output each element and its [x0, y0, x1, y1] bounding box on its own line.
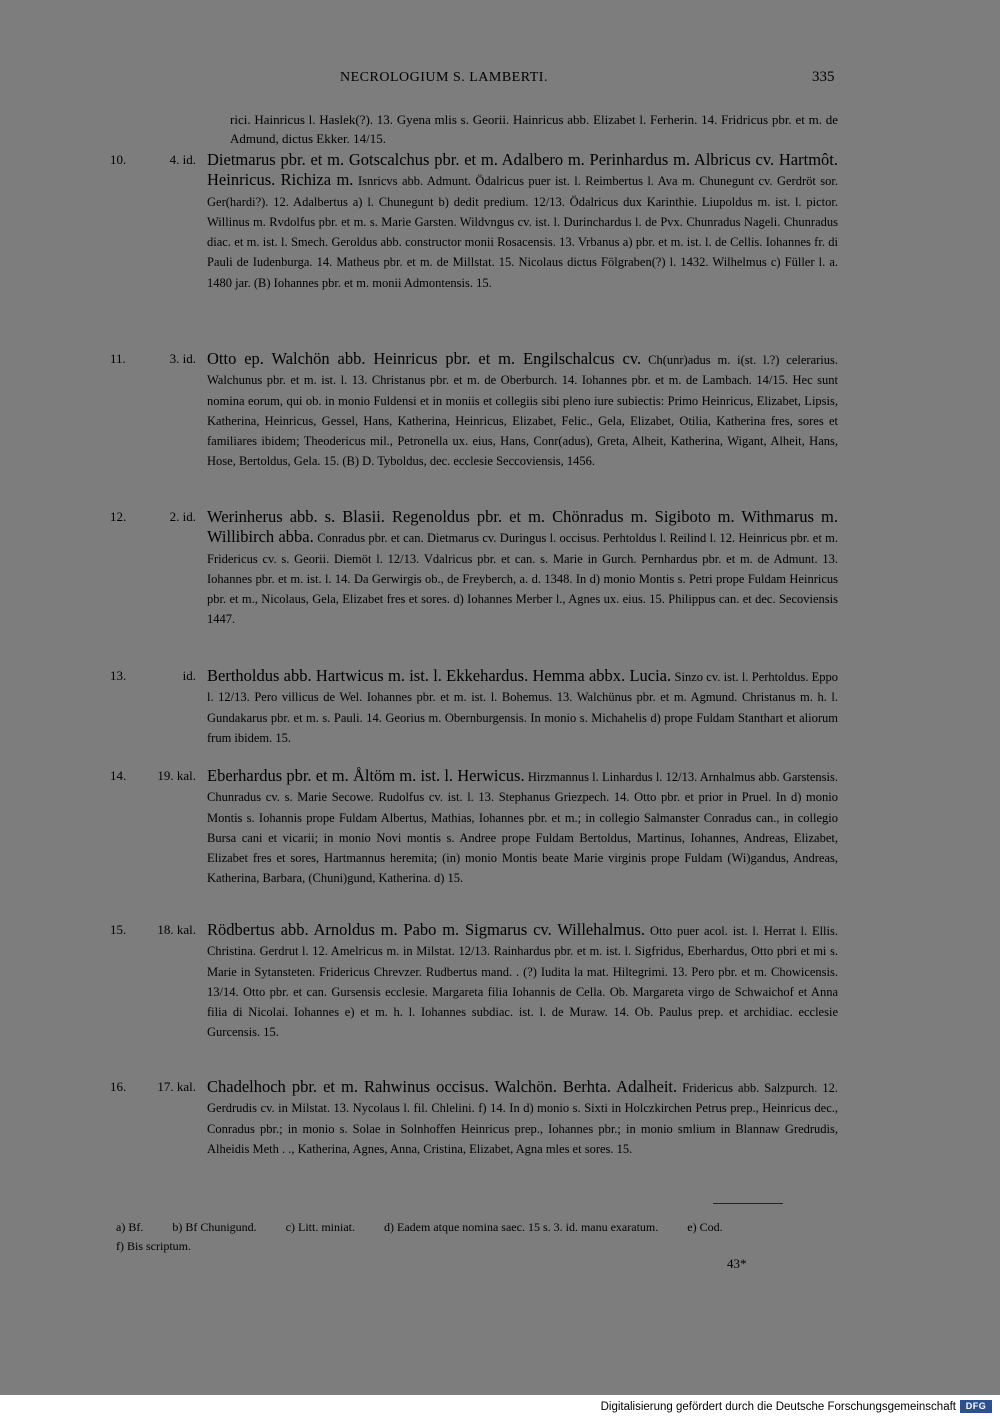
- entry-day: id.: [182, 668, 196, 683]
- footnote-rule: [713, 1203, 783, 1204]
- dfg-logo: DFG: [960, 1400, 992, 1413]
- entry-major-names: Rödbertus abb. Arnoldus m. Pabo m. Sigmarus cv. Willehalmus.: [207, 920, 646, 939]
- entry-day: 2. id.: [169, 509, 196, 524]
- entry-minor-names: Otto puer acol. ist. l. Herrat l. Ellis. Christina. Gerdrut l. 12. Amelricus m. in Milstat. 12/13. Rainhardus pbr. et m. ist. l. Sigfridus, Eberhardus, Otto pbri et mi s. Marie in Sytansteten. Fridericus Chrevzer. Rudbertus mand. . (?) Iudita la mat. Hiltegrimi. 13. Pero pbr. et m. Chowicensis. 13/14. Otto pbr. et can. Gursensis ecclesie. Margareta filia Iohannis de Cella. Ob. Margareta virgo de Schwaichof et Anna filia di Nicolai. Iohannes e) et m. h. l. Iohannes subdiac. ist. l. de Muraw. 14. Ob. Paulus prep. et archidiac. ecclesie Gurcensis. 15.: [207, 924, 838, 1040]
- entry-major-names: Eberhardus pbr. et m. Åltöm m. ist. l. Herwicus.: [207, 766, 525, 785]
- entry-minor-names: Hirzmannus l. Linhardus l. 12/13. Arnhalmus abb. Garstensis. Chunradus cv. s. Marie Secowe. Rudolfus cv. ist. l. 13. Stephanus Griezpech. 14. Otto pbr. et prior in Pruel. In d) monio Montis s. Iohannis prope Fuldam Albertus, Mathias, Iohannes pbr. et m.; in collegio Salmanster Conradus can., in collegio Bursa cani et vicarii; in monio Novi montis s. Andree prope Fuldam Bertoldus, Martinus, Iohannes, Andreas, Elizabet, Elizabet fres et sores, Hartmannus heremita; (in) monio Montis beate Marie virginis prope Fuldam (Wi)gandus, Andreas, Katherina, Barbara, (Chuni)gund, Katherina. d) 15.: [207, 770, 838, 886]
- entry-day: 17. kal.: [157, 1079, 196, 1094]
- footnote-f: f) Bis scriptum.: [116, 1239, 191, 1253]
- entry-number: 14.: [110, 768, 127, 783]
- entry-number: 15.: [110, 922, 127, 937]
- page-number: 335: [812, 69, 835, 85]
- entry-major-names: Otto ep. Walchön abb. Heinricus pbr. et m. Engilschalcus cv.: [207, 349, 642, 368]
- entry-number: 10.: [110, 152, 127, 167]
- entry-minor-names: Sinzo cv. ist. l. Perhtoldus. Eppo l. 12/13. Pero villicus de Wel. Iohannes pbr. et m. ist. l. Bohemus. 13. Walchünus pbr. et m. Agmund. Christanus m. h. l. Gundakarus pbr. et m. s. Pauli. 14. Georius m. Obernburgensis. In monio s. Michahelis d) prope Fuldam Stanthart et aliorum frum ibidem. 15.: [207, 670, 839, 745]
- entry-major-names: Werinherus abb. s. Blasii. Regenoldus pbr. et m. Chönradus m. Sigiboto m. Withmarus m. Willibirch abba.: [207, 507, 838, 547]
- entry-body: [207, 150, 838, 293]
- entry-day: 4. id.: [169, 152, 196, 167]
- entry-number: 13.: [110, 668, 127, 683]
- entry-minor-names: Fridericus abb. Salzpurch. 12. Gerdrudis cv. in Milstat. 13. Nycolaus l. fil. Chlelini. f) 14. In d) monio s. Sixti in Holczkirchen Petrus prep., Heinricus dec., Conradus pbr.; in monio s. Solae in Solnhoffen Heinricus prep., Iohannes pbr.; in monio smlium in Blannaw Gredrudis, Alheidis Meth . ., Katherina, Agnes, Anna, Cristina, Elizabet, Agna mles et sores. 15.: [207, 1081, 839, 1156]
- footer-bar: [0, 1395, 1000, 1419]
- entry-day: 19. kal.: [157, 768, 196, 783]
- entry-body: [207, 766, 838, 889]
- footnote-d: d) Eadem atque nomina saec. 15 s. 3. id. manu exaratum.: [384, 1220, 659, 1234]
- entry-day: 18. kal.: [157, 922, 196, 937]
- entry-minor-names: Ch(unr)adus m. i(st. l.?) celerarius. Walchunus pbr. et m. ist. l. 13. Christanus pbr. et m. de Oberburch. 14. Iohannes pbr. et m. de Lambach. 14/15. Hec sunt nomina eorum, qui ob. in monio Fuldensi et in moniis et collegiis sibi pleno iure subiectis: Primo Heinricus, Elizabet, Lipsis, Katherina, Heinricus, Gessel, Hans, Katherina, Heinricus, Elizabet, Felic., Gela, Elizabet, Otilia, Katherina fres, sores et familiares ibidem; Theodericus mil., Petronella ux. eius, Hans, Conr(adus), Greta, Alheit, Katherina, Wigant, Alheit, Hans, Hose, Bertoldus, Gela. 15. (B) D. Tyboldus, dec. ecclesie Seccoviensis, 1456.: [207, 353, 838, 469]
- entry-body: [207, 1077, 838, 1159]
- footnote-b: b) Bf Chunigund.: [172, 1220, 257, 1234]
- entry-number: 16.: [110, 1079, 127, 1094]
- signature-mark: 43*: [727, 1256, 747, 1271]
- entry-body: [207, 349, 838, 472]
- footnote-c: c) Litt. miniat.: [285, 1220, 355, 1234]
- entry-major-names: Bertholdus abb. Hartwicus m. ist. l. Ekkehardus. Hemma abbx. Lucia.: [207, 666, 672, 685]
- entry-number: 11.: [110, 351, 126, 366]
- footnote-e: e) Cod.: [687, 1220, 723, 1234]
- entry-body: [207, 920, 838, 1043]
- entry-major-names: Dietmarus pbr. et m. Gotscalchus pbr. et m. Adalbero m. Perinhardus m. Albricus cv. Hartmôt. Heinricus. Richiza m.: [207, 150, 838, 190]
- footnotes: [116, 1218, 840, 1256]
- entry-body: [207, 666, 838, 748]
- page-title: NECROLOGIUM S. LAMBERTI.: [340, 70, 548, 85]
- entry-minor-names: Isnricvs abb. Admunt. Ödalricus puer ist. l. Reimbertus l. Ava m. Chunegunt cv. Gerdröt sor. Ger(hardi?). 12. Adalbertus a) l. Chunegunt b) dedit predium. 12/13. Ödalricus dux Karinthie. Liupoldus m. ist. l. pictor. Willinus m. Rvdolfus pbr. et m. s. Marie Garsten. Wildvngus cv. ist. l. Durinchardus l. de Pvx. Chunradus Nageli. Chunradus diac. et m. ist. l. Smech. Geroldus abb. constructor monii Rosacensis. 13. Vrbanus a) pbr. et m. ist. l. de Cellis. Iohannes fr. di Pauli de Iudenburga. 14. Matheus pbr. et m. de Millstat. 15. Nicolaus dictus Fölgraben(?) l. 1432. Wilhelmus c) Füller l. a. 1480 jar. (B) Iohannes pbr. et m. monii Admontensis. 15.: [207, 174, 838, 290]
- funding-notice: Digitalisierung gefördert durch die Deutsche Forschungsgemeinschaft: [600, 1401, 956, 1413]
- entry-number: 12.: [110, 509, 127, 524]
- running-head: [0, 70, 1000, 90]
- entry-day: 3. id.: [169, 351, 196, 366]
- footnote-a: a) Bf.: [116, 1220, 144, 1234]
- entry-text: rici. Hainricus l. Haslek(?). 13. Gyena mlis s. Georii. Hainricus abb. Elizabet l. Ferherin. 14. Fridricus pbr. et m. de Admund, dictus Ekker. 14/15.: [230, 112, 838, 147]
- entry-minor-names: Conradus pbr. et can. Dietmarus cv. Duringus l. occisus. Perhtoldus l. Reilind l. 12. Heinricus pbr. et m. Fridericus cv. s. Georii. Diemöt l. 12/13. Vdalricus pbr. et can. s. Marie in Gurch. Pernhardus pbr. et m. de Admunt. 13. Iohannes pbr. et m. ist. l. 14. Da Gerwirgis ob., de Freyberch, a. d. 1348. In d) monio Montis s. Petri prope Fuldam Heinricus pbr. et m., Nicolaus, Gela, Elizabet fres et sores. d) Iohannes Merber l., Agnes ux. eius. 15. Philippus can. et dec. Secoviensis 1447.: [207, 531, 838, 627]
- entry-major-names: Chadelhoch pbr. et m. Rahwinus occisus. Walchön. Berhta. Adalheit.: [207, 1077, 678, 1096]
- entry-body: [207, 507, 838, 630]
